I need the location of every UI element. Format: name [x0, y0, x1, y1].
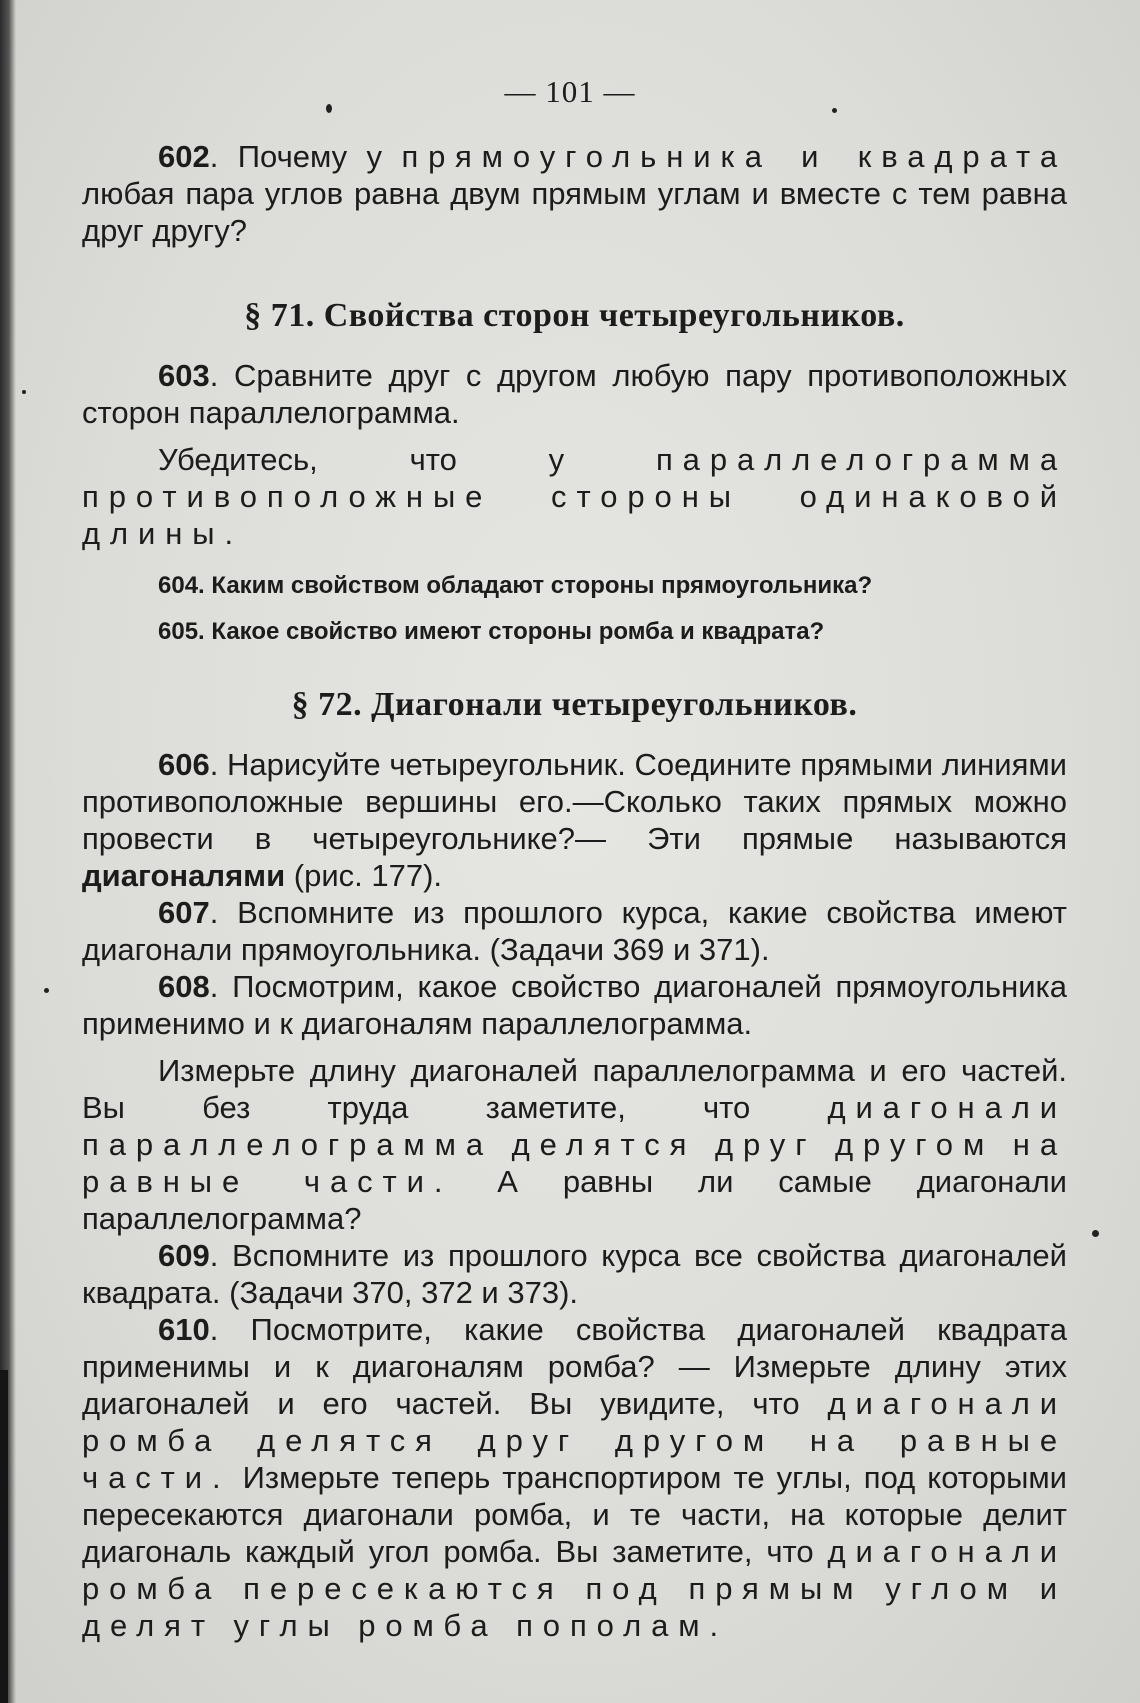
problem-text: Измерьте теперь транспортиром те углы, под которыми пересекаются диагонали ромба, и те части, на которые делит диагональ каждый угол ромба. Вы заметите, что [82, 1460, 1067, 1569]
problem-text: Убедитесь, что у [158, 442, 656, 477]
problem-number: 608 [158, 969, 210, 1004]
problem-text: . Посмотрим, какое свойство диагоналей прямоугольника применимо и к диагоналям параллелограмма. [82, 969, 1067, 1041]
section-heading-71: § 71. Свойства сторон четыреугольников. [244, 297, 905, 334]
problem-number: 609 [158, 1238, 210, 1273]
problem-text: А равны ли самые диагонали параллелограмма? [82, 1164, 1067, 1236]
page-content [82, 138, 1067, 1644]
problem-608-continued [82, 1052, 1067, 1237]
problem-text: . Посмотрите, какие свойства диагоналей квадрата применимы и к диагоналям ромба? — Измерьте длину этих диагоналей и его частей. Вы увидите, что [82, 1312, 1067, 1421]
problem-number: 610 [158, 1312, 210, 1347]
speck [1092, 1230, 1099, 1237]
problem-605 [82, 614, 1067, 650]
problem-text: (рис. 177). [285, 858, 443, 893]
problem-text: . Какое свойство имеют стороны ромба и квадрата? [198, 618, 825, 645]
problem-text: . Вспомните из прошлого курса все свойства диагоналей квадрата. (Задачи 370, 372 и 373). [82, 1238, 1067, 1310]
problem-number: 603 [158, 358, 210, 393]
spaced-text: диагонали ромба делятся друг другом на равные части. [82, 1386, 1067, 1495]
problem-606 [82, 746, 1067, 894]
problem-text: . Сравните друг с другом любую пару противоположных сторон параллелограмма. [82, 358, 1067, 430]
problem-number: 602 [158, 139, 210, 174]
problem-610 [82, 1311, 1067, 1644]
problem-text: Измерьте длину диагоналей параллелограмма и его частей. Вы без труда заметите, что [82, 1053, 1067, 1125]
spaced-text: прямоугольника и квадрата [401, 139, 1067, 174]
spaced-text: диагонали ромба пересекаются под прямым углом и делят углы ромба пополам. [82, 1534, 1067, 1643]
term-diagonals: диагоналями [82, 858, 286, 893]
problem-number: 604 [158, 572, 199, 599]
page-number: — 101 — [504, 74, 636, 109]
problem-text: . Почему у [209, 139, 402, 174]
problem-number: 605 [158, 618, 199, 645]
problem-text: . Каким свойством обладают стороны прямоугольника? [198, 572, 873, 599]
problem-603-continued [82, 441, 1067, 552]
speck [44, 988, 49, 993]
problem-text: . Вспомните из прошлого курса, какие свойства имеют диагонали прямоугольника. (Задачи 369 и 371). [82, 895, 1067, 967]
section-heading-72: § 72. Диагонали четыреугольников. [291, 686, 858, 723]
problem-604 [82, 568, 1067, 604]
binding-mark [0, 1370, 8, 1703]
problem-number: 607 [158, 895, 210, 930]
spaced-text: параллелограмма противоположные стороны одинаковой длины. [82, 442, 1067, 551]
problem-608 [82, 968, 1067, 1042]
problem-text: . Нарисуйте четыреугольник. Соедините прямыми линиями противоположные вершины его.—Сколько таких прямых можно провести в четыреугольнике?— Эти прямые называются [82, 747, 1067, 856]
problem-number: 606 [158, 747, 210, 782]
problem-603 [82, 357, 1067, 431]
problem-607 [82, 894, 1067, 968]
speck [22, 390, 26, 394]
spaced-text: диагонали параллелограмма делятся друг другом на равные части. [82, 1090, 1067, 1199]
problem-text: любая пара углов равна двум прямым углам и вместе с тем равна друг другу? [82, 176, 1067, 248]
problem-602 [82, 138, 1067, 249]
problem-609 [82, 1237, 1067, 1311]
